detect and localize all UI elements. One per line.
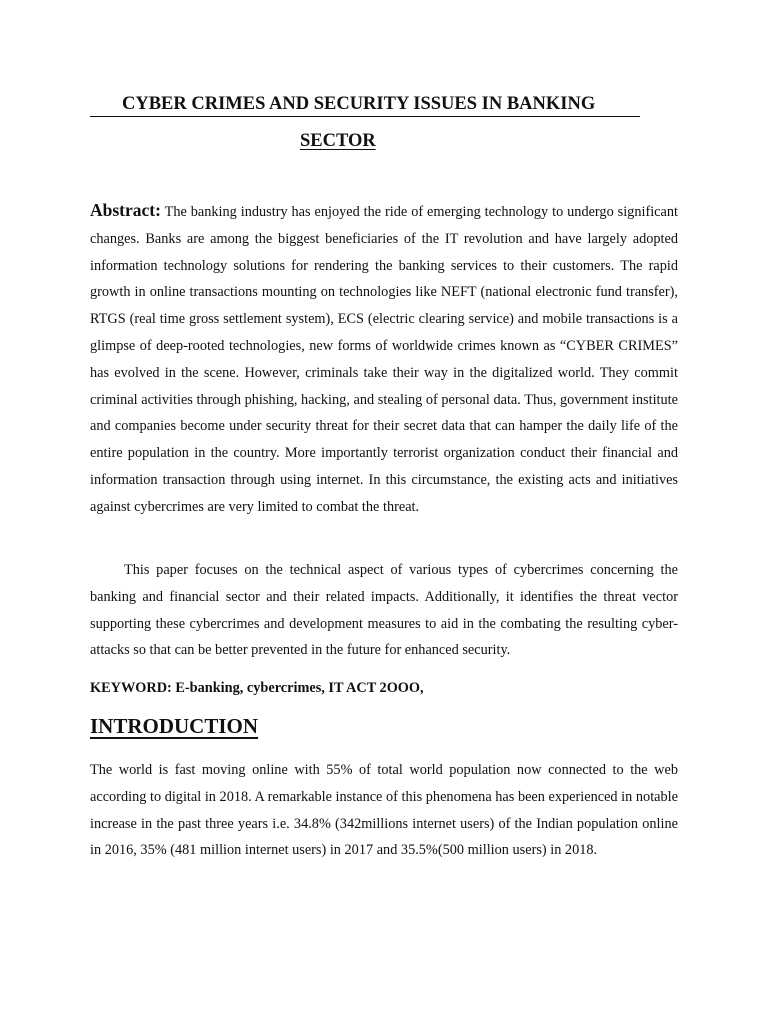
abstract-label: Abstract: (90, 200, 161, 220)
keywords: KEYWORD: E-banking, cybercrimes, IT ACT 2OOO, (90, 680, 424, 696)
introduction-paragraph: The world is fast moving online with 55% of total world population now connected to the web according to digital in 2018. A remarkable instance of this phenomena has been experienced in notable increase in the past three years i.e. 34.8% (342millions internet users) of the Indian population online in 2016, 35% (481 million internet users) in 2017 and 35.5%(500 million users) in 2018. (90, 762, 678, 859)
section-heading-introduction: INTRODUCTION (90, 714, 259, 738)
abstract-paragraph-2: This paper focuses on the technical aspect of various types of cybercrimes concerning the banking and financial sector and their related impacts. Additionally, it identifies the threat vector supporting these cybercrimes and development measures to aid in the combating the resulting cyber-attacks so that can be better prevented in the future for enhanced security. (90, 562, 678, 659)
paper-title: CYBER CRIMES AND SECURITY ISSUES IN BANKING (90, 92, 640, 117)
abstract-text: The banking industry has enjoyed the ride of emerging technology to undergo significant changes. Banks are among the biggest beneficiaries of the IT revolution and have largely adopted information technology solutions for rendering the banking services to their customers. The rapid growth in online transactions mounting on technologies like NEFT (national electronic fund transfer), RTGS (real time gross settlement system), ECS (electric clearing service) and mobile transactions is a glimpse of deep-rooted technologies, new forms of worldwide crimes known as “CYBER CRIMES” has evolved in the scene. However, criminals take their way in the digitalized world. They commit criminal activities through phishing, hacking, and stealing of personal data. Thus, government institute and companies become under security threat for their secret data that can hamper the daily life of the entire population in the country. More importantly terrorist organization conduct their financial and information transaction through using internet. In this circumstance, the existing acts and initiatives against cybercrimes are very limited to combat the threat. (90, 204, 678, 515)
abstract-paragraph (90, 197, 678, 521)
paper-title-continued: SECTOR (300, 131, 376, 151)
